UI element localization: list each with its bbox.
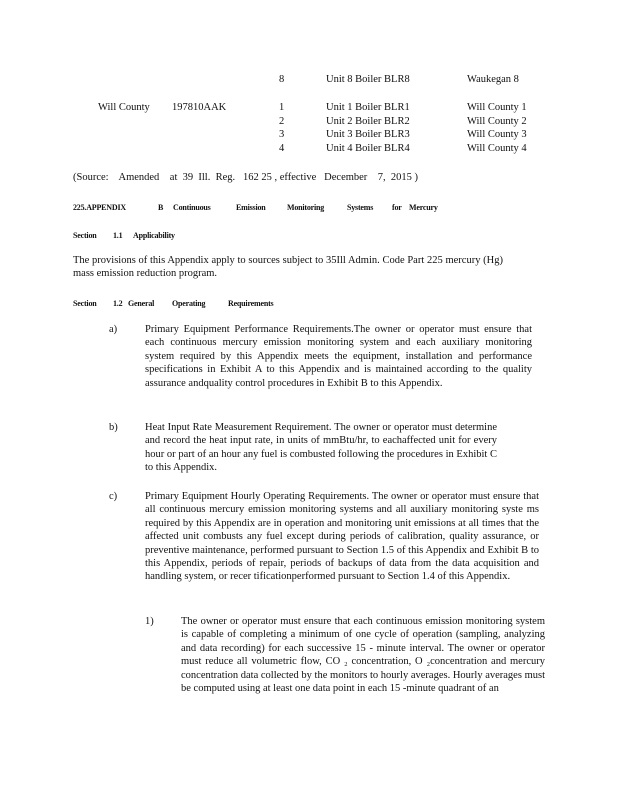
source-note: (Source: Amended at 39 Ill. Reg. 162 25 , effective December 7, 2015 ) [73, 172, 419, 183]
appendix-word: Emission [236, 203, 266, 212]
section-number: 1.2 [113, 299, 123, 308]
unit-name: Unit 3 Boiler BLR3 [326, 129, 410, 140]
section-label: Section [73, 299, 97, 308]
appendix-number: 225.APPENDIX [73, 203, 126, 212]
item-text: Primary Equipment Performance Requirements.The owner or operator must ensure that each continuous mercury emission monitoring system and each auxiliary monitoring system required by this Appendix meets the equipment, installation and performance specifications in Exhibit A to this Appendix and is maintained according to the quality assurance andquality control procedures in Exhibit B to this Appendix. [145, 324, 532, 389]
sub-item-label: 1) [145, 616, 154, 627]
section-title-word: Operating [172, 299, 206, 308]
appendix-word: Monitoring [287, 203, 325, 212]
unit-location: Will County 4 [467, 143, 527, 154]
sub-item-text: The owner or operator must ensure that each continuous emission monitoring system is capable of completing a minimum of one cycle of operation (sampling, analyzing and data recording) for each successive 15 - minute interval. The owner or operator must reduce all volumetric flow, CO ₂ concentration, O ₂concentration and mercury concentration data collected by the monitors to hourly averages. Hourly averages must be computed using at least one data point in each 15 -minute quadrant of an [181, 616, 545, 695]
unit-number: 3 [279, 129, 285, 140]
section-title-word: Requirements [228, 299, 274, 308]
unit-number: 8 [279, 74, 285, 85]
unit-name: Unit 2 Boiler BLR2 [326, 116, 410, 127]
item-text: Primary Equipment Hourly Operating Requirements. The owner or operator must ensure that all continuous mercury emission monitoring systems and all auxiliary monitoring syste ms required by this Appendix are in operation and monitoring unit emissions at all times that the affected unit combusts any fuel except during periods of calibration, quality assurance, or preventive maintenance, performed pursuant to Section 1.5 of this Appendix and Exhibit B to this Appendix, periods of repair, periods of backups of data from the data acquisition and handling system, or recer tificationperformed pursuant to Section 1.4 of this Appendix. [145, 491, 539, 583]
item-label: b) [109, 422, 118, 433]
appendix-word: B [158, 203, 164, 212]
appendix-word: Continuous [173, 203, 211, 212]
unit-location: Will County 3 [467, 129, 527, 140]
appendix-word: Mercury [409, 203, 438, 212]
item-label: c) [109, 491, 118, 502]
unit-number: 4 [279, 143, 285, 154]
section-title-word: General [128, 299, 155, 308]
item-text: Heat Input Rate Measurement Requirement. The owner or operator must determine and record the heat input rate, in units of mmBtu/hr, to eachaffected unit for every hour or part of an hour any fuel is combusted following the procedures in Exhibit C to this Appendix. [145, 422, 497, 474]
section-label: Section [73, 231, 97, 240]
appendix-word: for [392, 203, 402, 212]
section-title: Applicability [133, 231, 175, 240]
unit-number: 1 [279, 102, 285, 113]
appendix-word: Systems [347, 203, 374, 212]
unit-name: Unit 4 Boiler BLR4 [326, 143, 410, 154]
permit-id: 197810AAK [172, 102, 227, 113]
unit-location: Will County 2 [467, 116, 527, 127]
unit-location: Waukegan 8 [467, 74, 519, 85]
county-name: Will County [98, 102, 150, 113]
section-number: 1.1 [113, 231, 123, 240]
item-label: a) [109, 324, 118, 335]
unit-number: 2 [279, 116, 285, 127]
unit-name: Unit 1 Boiler BLR1 [326, 102, 410, 113]
unit-location: Will County 1 [467, 102, 527, 113]
section-text: The provisions of this Appendix apply to sources subject to 35Ill Admin. Code Part 225 mercury (Hg) mass emission reduction program. [73, 255, 503, 280]
unit-name: Unit 8 Boiler BLR8 [326, 74, 410, 85]
